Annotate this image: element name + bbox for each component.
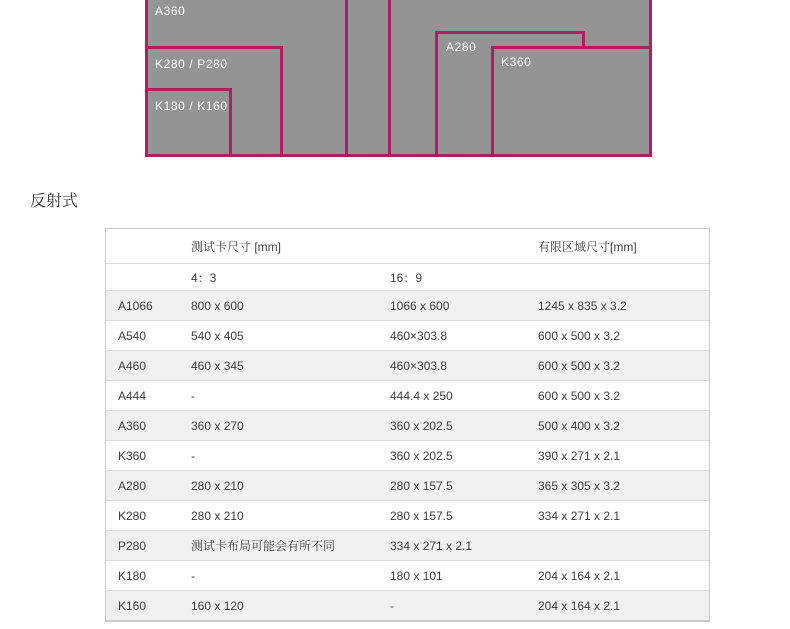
cell-limited: 1245 x 835 x 3.2 [538, 298, 627, 313]
table-row-a280 [106, 471, 709, 501]
cell-size169: 460×303.8 [390, 328, 448, 343]
cell-size43: - [191, 388, 195, 403]
cell-size169: 334 x 271 x 2.1 [390, 538, 473, 553]
table-header-row [106, 229, 709, 264]
cell-size169: 460×303.8 [390, 358, 448, 373]
cell-size169: 180 x 101 [390, 568, 443, 583]
table-row-a540 [106, 321, 709, 351]
cell-limited: 600 x 500 x 3.2 [538, 358, 621, 373]
test-card-size-diagram [145, 0, 652, 157]
cell-size169: 1066 x 600 [390, 298, 450, 313]
cell-model: A360 [118, 418, 147, 433]
cell-model: K160 [118, 598, 147, 613]
cell-size43: 测试卡布局可能会有所不同 [191, 539, 336, 553]
cell-limited: 334 x 271 x 2.1 [538, 508, 621, 523]
cell-model: A280 [118, 478, 147, 493]
table-row-k360 [106, 441, 709, 471]
table-row-a460 [106, 351, 709, 381]
cell-size43: 800 x 600 [191, 298, 244, 313]
cell-model: K280 [118, 508, 147, 523]
cell-limited: 600 x 500 x 3.2 [538, 328, 621, 343]
cell-limited: 600 x 500 x 3.2 [538, 388, 621, 403]
cell-limited: 390 x 271 x 2.1 [538, 448, 621, 463]
cell-model: P280 [118, 538, 147, 553]
cell-limited: 204 x 164 x 2.1 [538, 568, 621, 583]
cell-size43: 280 x 210 [191, 478, 244, 493]
table-row-p280 [106, 531, 709, 561]
subheader-ratio-4-3: 4：3 [191, 270, 217, 285]
cell-limited: 365 x 305 x 3.2 [538, 478, 621, 493]
cell-model: K360 [118, 448, 147, 463]
cell-model: A540 [118, 328, 147, 343]
table-body [106, 291, 709, 621]
cell-size169: 360 x 202.5 [390, 418, 453, 433]
header-limited-area-size: 有限区域尺寸[mm] [538, 239, 637, 254]
cell-model: A1066 [118, 298, 153, 313]
table-row-k160 [106, 591, 709, 621]
table-row-k180 [106, 561, 709, 591]
table-row-a1066 [106, 291, 709, 321]
table-row-k280 [106, 501, 709, 531]
cell-size43: 360 x 270 [191, 418, 244, 433]
table-row-a444 [106, 381, 709, 411]
table-subheader-row [106, 264, 709, 291]
section-title-reflective: 反射式 [30, 193, 79, 210]
diagram-label-k280-p280: K280 / P280 [155, 57, 228, 71]
subheader-ratio-16-9: 16：9 [390, 270, 423, 285]
header-test-card-size: 测试卡尺寸 [mm] [191, 239, 281, 254]
cell-size169: 280 x 157.5 [390, 478, 453, 493]
cell-size43: - [191, 568, 195, 583]
cell-size169: - [390, 598, 394, 613]
diagram-label-k360: K360 [501, 55, 532, 69]
diagram-label-a360: A360 [155, 4, 186, 18]
diagram-label-k180-k160: K180 / K160 [155, 99, 228, 113]
table-row-a360 [106, 411, 709, 441]
cell-size43: 460 x 345 [191, 358, 244, 373]
cell-size43: 160 x 120 [191, 598, 244, 613]
cell-size43: 280 x 210 [191, 508, 244, 523]
test-card-size-table [105, 228, 710, 622]
cell-model: K180 [118, 568, 147, 583]
cell-size169: 444.4 x 250 [390, 388, 453, 403]
cell-size169: 280 x 157.5 [390, 508, 453, 523]
diagram-label-a280: A280 [446, 40, 477, 54]
cell-model: A444 [118, 388, 147, 403]
diagram-rect-middle-cropped [345, 0, 391, 157]
cell-limited: 500 x 400 x 3.2 [538, 418, 621, 433]
cell-limited: 204 x 164 x 2.1 [538, 598, 621, 613]
cell-size43: - [191, 448, 195, 463]
cell-model: A460 [118, 358, 147, 373]
cell-size169: 360 x 202.5 [390, 448, 453, 463]
cell-size43: 540 x 405 [191, 328, 244, 343]
